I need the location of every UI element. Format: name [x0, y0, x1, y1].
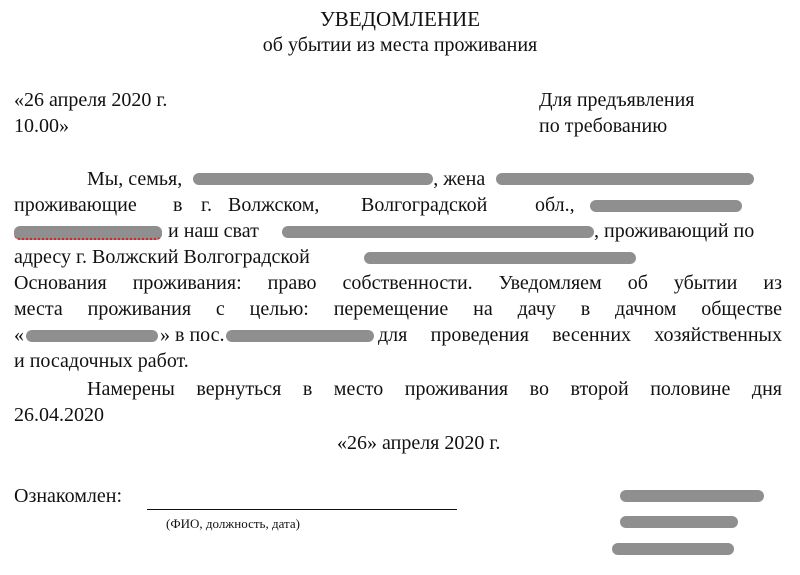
- text-in: в: [173, 194, 183, 216]
- text-city: Волжском,: [228, 194, 320, 216]
- text-residing-at: , проживающий по: [594, 220, 755, 242]
- destination-line-2: по требованию: [539, 115, 668, 137]
- text-wife: , жена: [433, 168, 486, 190]
- text-quote-open: «: [14, 324, 24, 346]
- paragraph-2-line-2: места проживания с целью: перемещение на дачу в дачном обществе: [14, 298, 782, 320]
- paragraph-1-line-1: [87, 166, 754, 192]
- redacted-settlement: [226, 330, 374, 342]
- date-line: «26 апреля 2020 г.: [14, 89, 168, 111]
- redacted-name: [282, 226, 594, 238]
- acquainted-label: Ознакомлен:: [14, 485, 123, 507]
- paragraph-3-line-2: 26.04.2020: [14, 404, 104, 426]
- paragraph-3-line-1: Намерены вернуться в место проживания во второй половине дня: [87, 378, 782, 400]
- document-subtitle: об убытии из места проживания: [262, 34, 538, 56]
- signature-line: [147, 509, 457, 510]
- redacted-name: [193, 173, 433, 185]
- text-region: Волгоградской: [361, 194, 488, 216]
- redacted-society-name: [26, 330, 158, 342]
- text-address: адресу г. Волжский Волгоградской: [14, 246, 310, 268]
- document-title: УВЕДОМЛЕНИЕ: [319, 7, 481, 31]
- redacted-address: [14, 226, 162, 240]
- signature-hint: (ФИО, должность, дата): [166, 516, 300, 531]
- redacted-signatory: [620, 516, 738, 528]
- redacted-signatory: [620, 490, 764, 502]
- redacted-address: [590, 200, 742, 212]
- text-purpose: для проведения весенних хозяйственных: [378, 324, 782, 346]
- redacted-signatory: [612, 543, 734, 555]
- text-city-prefix: г.: [201, 194, 212, 216]
- text-oblast: обл.,: [535, 194, 575, 216]
- paragraph-2-line-1: Основания проживания: право собственности. Уведомляем об убытии из: [14, 272, 782, 294]
- redacted-address: [364, 252, 636, 264]
- time-line: 10.00»: [14, 115, 69, 137]
- text-residing: проживающие: [14, 194, 137, 216]
- paragraph-2-line-4: и посадочных работ.: [14, 350, 189, 372]
- text-and-our-in-law: и наш сват: [168, 220, 259, 242]
- date-centered: «26» апреля 2020 г.: [337, 432, 501, 454]
- text-family: Мы, семья,: [87, 168, 183, 190]
- destination-line-1: Для предъявления: [539, 89, 695, 111]
- redacted-name: [496, 173, 754, 185]
- text-in-settlement: » в пос.: [160, 324, 225, 346]
